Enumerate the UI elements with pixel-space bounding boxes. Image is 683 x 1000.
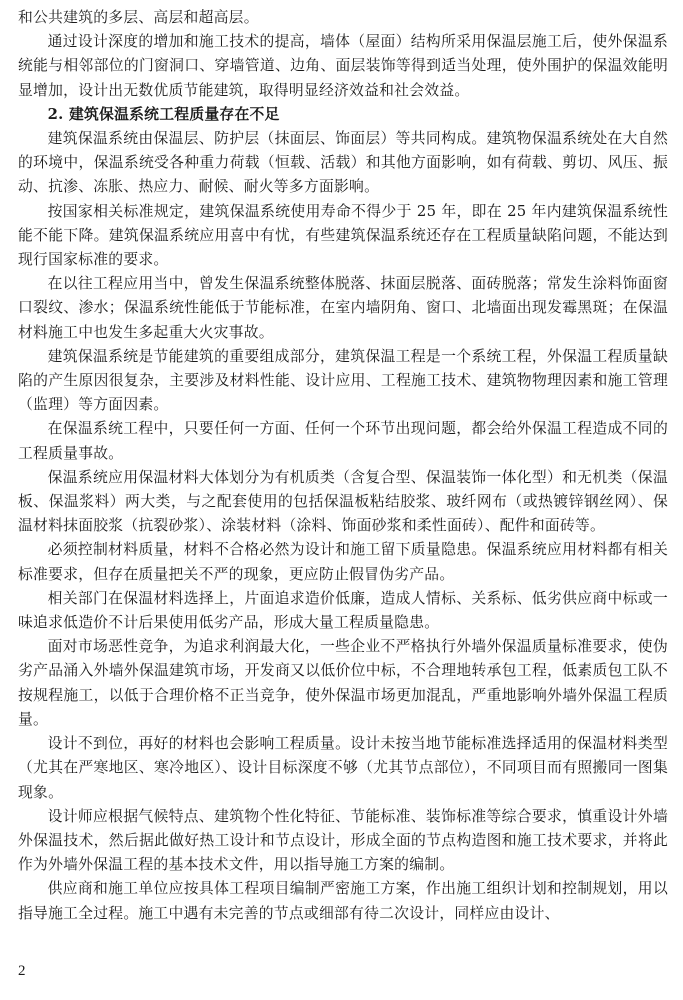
paragraph: 设计不到位，再好的材料也会影响工程质量。设计未按当地节能标准选择适用的保温材料类型（尤其在严寒地区、寒冷地区）、设计目标深度不够（尤其节点部位），不同项目而有照搬同一图集现象。: [18, 735, 668, 801]
page-number: 2: [18, 963, 26, 979]
section-heading: 2. 建筑保温系统工程质量存在不足: [47, 105, 280, 123]
document-page: [18, 6, 668, 926]
paragraph: 保温系统应用保温材料大体划分为有机质类（含复合型、保温装饰一体化型）和无机类（保温板、保温浆料）两大类，与之配套使用的包括保温板粘结胶浆、玻纤网布（或热镀锌钢丝网）、保温材料抹面胶浆（抗裂砂浆）、涂装材料（涂料、饰面砂浆和柔性面砖）、配件和面砖等。: [18, 468, 668, 535]
paragraph: 面对市场恶性竞争，为追求利润最大化，一些企业不严格执行外墙外保温质量标准要求，使伪劣产品涌入外墙外保温建筑市场，开发商又以低价位中标，不合理地转承包工程，低素质包工队不按规程施工，以低于合理价格不正当竞争，使外保温市场更加混乱，严重地影响外墙外保温工程质量。: [18, 638, 668, 728]
paragraph: 设计师应根据气候特点、建筑物个性化特征、节能标准、装饰标准等综合要求，慎重设计外墙外保温技术，然后据此做好热工设计和节点设计，形成全面的节点构造图和施工技术要求，并将此作为外墙外保温工程的基本技术文件，用以指导施工方案的编制。: [18, 807, 668, 874]
paragraph: 通过设计深度的增加和施工技术的提高，墙体（屋面）结构所采用保温层施工后，使外保温系统能与相邻部位的门窗洞口、穿墙管道、边角、面层装饰等得到适当处理，使外围护的保温效能明显增加，设计出无数优质节能建筑，取得明显经济效益和社会效益。: [18, 33, 668, 99]
paragraph: 建筑保温系统是节能建筑的重要组成部分，建筑保温工程是一个系统工程，外保温工程质量缺陷的产生原因很复杂，主要涉及材料性能、设计应用、工程施工技术、建筑物物理因素和施工管理（监理）等方面因素。: [18, 347, 668, 414]
paragraph: 在以往工程应用当中，曾发生保温系统整体脱落、抹面层脱落、面砖脱落；常发生涂料饰面窗口裂纹、渗水；保温系统性能低于节能标准，在室内墙阴角、窗口、北墙面出现发霉黑斑；在保温材料施工中也发生多起重大火灾事故。: [18, 275, 668, 341]
paragraph: 相关部门在保温材料选择上，片面追求造价低廉，造成人情标、关系标、低劣供应商中标或一味追求低造价不计后果使用低劣产品，形成大量工程质量隐患。: [18, 589, 668, 632]
paragraph: 在保温系统工程中，只要任何一方面、任何一个环节出现问题，都会给外保温工程造成不同的工程质量事故。: [18, 420, 668, 462]
paragraph: 建筑保温系统由保温层、防护层（抹面层、饰面层）等共同构成。建筑物保温系统处在大自然的环境中，保温系统受各种重力荷载（恒载、活载）和其他方面影响，如有荷载、剪切、风压、振动、抗渗、冻胀、热应力、耐候、耐火等多方面影响。: [18, 130, 668, 196]
paragraph: 供应商和施工单位应按具体工程项目编制严密施工方案，作出施工组织计划和控制规划，用以指导施工全过程。施工中遇有未完善的节点或细部有待二次设计，同样应由设计、: [18, 880, 668, 922]
paragraph: 必须控制材料质量，材料不合格必然为设计和施工留下质量隐患。保温系统应用材料都有相关标准要求，但存在质量把关不严的现象，更应防止假冒伪劣产品。: [18, 541, 668, 583]
paragraph: 按国家相关标准规定，建筑保温系统使用寿命不得少于 25 年，即在 25 年内建筑保温系统性能不能下降。建筑保温系统应用喜中有忧，有些建筑保温系统还存在工程质量缺陷问题，不能达到现行国家标准的要求。: [18, 202, 668, 269]
paragraph-continued: 和公共建筑的多层、高层和超高层。: [18, 9, 259, 26]
